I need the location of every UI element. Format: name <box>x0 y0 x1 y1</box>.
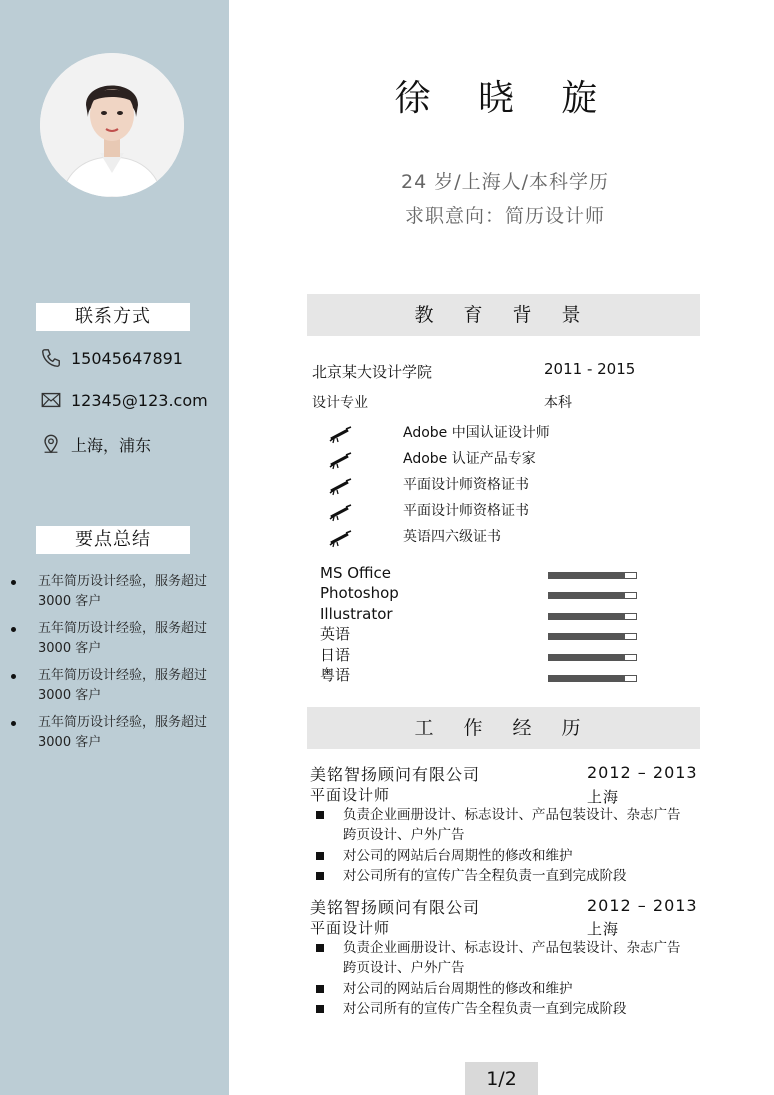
work-heading: 工 作 经 历 <box>307 707 700 749</box>
skill-bar-fill <box>549 593 625 598</box>
summary-item: 五年简历设计经验，服务超过 3000 客户 <box>10 572 215 612</box>
bullet-icon <box>11 580 16 585</box>
certificate-item: 英语四六级证书 <box>403 529 501 545</box>
summary-item: 五年简历设计经验，服务超过 3000 客户 <box>10 666 215 706</box>
degree: 本科 <box>544 395 572 411</box>
skill-bar <box>548 633 637 640</box>
duty-item: 对公司的网站后台周期性的修改和维护 <box>316 979 686 999</box>
diploma-icon <box>328 504 354 522</box>
skill-bar <box>548 675 637 682</box>
location-pin-icon <box>40 433 62 455</box>
location-text: 上海，浦东 <box>71 435 152 455</box>
job-title: 平面设计师 <box>310 919 391 937</box>
job-location: 上海 <box>587 788 620 806</box>
contact-location <box>40 432 151 456</box>
skill-bar <box>548 613 637 620</box>
summary-list <box>10 572 215 760</box>
email-address: 12345@123.com <box>71 390 208 410</box>
duty-item: 对公司所有的宣传广告全程负责一直到完成阶段 <box>316 999 686 1019</box>
duty-item: 对公司所有的宣传广告全程负责一直到完成阶段 <box>316 866 686 886</box>
school-years: 2011 - 2015 <box>544 360 636 378</box>
summary-item: 五年简历设计经验，服务超过 3000 客户 <box>10 619 215 659</box>
avatar <box>40 53 184 197</box>
job-location: 上海 <box>587 920 620 938</box>
major: 设计专业 <box>312 395 368 411</box>
square-bullet-icon <box>316 872 324 880</box>
diploma-icon <box>328 452 354 470</box>
job-dates: 2012 – 2013 <box>587 763 698 782</box>
sidebar <box>0 0 229 1095</box>
diploma-icon <box>328 426 354 444</box>
job-dates: 2012 – 2013 <box>587 896 698 915</box>
job-intent: 求职意向：简历设计师 <box>404 205 605 227</box>
skill-label: 日语 <box>320 646 351 664</box>
skill-label: 粤语 <box>320 666 351 684</box>
skill-bar-fill <box>549 676 625 681</box>
square-bullet-icon <box>316 1005 324 1013</box>
diploma-icon <box>328 530 354 548</box>
square-bullet-icon <box>316 852 324 860</box>
skill-label: MS Office <box>320 564 392 582</box>
skill-label: 英语 <box>320 625 351 643</box>
skill-bar <box>548 592 637 599</box>
candidate-name: 徐 晓 旋 <box>394 78 616 119</box>
mail-icon <box>40 389 62 411</box>
job-title: 平面设计师 <box>310 786 391 804</box>
certificate-item: Adobe 认证产品专家 <box>403 451 536 467</box>
school-name: 北京某大设计学院 <box>312 363 433 381</box>
phone-icon <box>40 347 62 369</box>
square-bullet-icon <box>316 944 324 952</box>
phone-number: 15045647891 <box>71 348 183 368</box>
diploma-icon <box>328 478 354 496</box>
contact-email <box>40 388 208 412</box>
skill-bar <box>548 654 637 661</box>
personal-info: 24 岁/上海人/本科学历 <box>400 171 610 193</box>
square-bullet-icon <box>316 985 324 993</box>
education-heading: 教 育 背 景 <box>307 294 700 336</box>
duty-item: 对公司的网站后台周期性的修改和维护 <box>316 846 686 866</box>
certificate-item: 平面设计师资格证书 <box>403 477 529 493</box>
certificate-item: Adobe 中国认证设计师 <box>403 425 550 441</box>
bullet-icon <box>11 627 16 632</box>
skill-bar <box>548 572 637 579</box>
summary-item: 五年简历设计经验，服务超过 3000 客户 <box>10 713 215 753</box>
skill-bar-fill <box>549 614 625 619</box>
skill-label: Illustrator <box>320 605 393 623</box>
skill-bar-fill <box>549 655 625 660</box>
bullet-icon <box>11 721 16 726</box>
contact-phone <box>40 346 183 370</box>
square-bullet-icon <box>316 811 324 819</box>
duty-item: 负责企业画册设计、标志设计、产品包装设计、杂志广告跨页设计、户外广告 <box>316 805 686 845</box>
skill-bar-fill <box>549 634 625 639</box>
job-company: 美铭智扬顾问有限公司 <box>310 898 481 917</box>
summary-heading: 要点总结 <box>36 526 190 554</box>
job-company: 美铭智扬顾问有限公司 <box>310 765 481 784</box>
duty-item: 负责企业画册设计、标志设计、产品包装设计、杂志广告跨页设计、户外广告 <box>316 938 686 978</box>
skill-bar-fill <box>549 573 625 578</box>
page-number: 1/2 <box>465 1062 538 1095</box>
bullet-icon <box>11 674 16 679</box>
certificate-item: 平面设计师资格证书 <box>403 503 529 519</box>
portrait-image <box>40 53 184 197</box>
contact-heading: 联系方式 <box>36 303 190 331</box>
skill-label: Photoshop <box>320 584 399 602</box>
